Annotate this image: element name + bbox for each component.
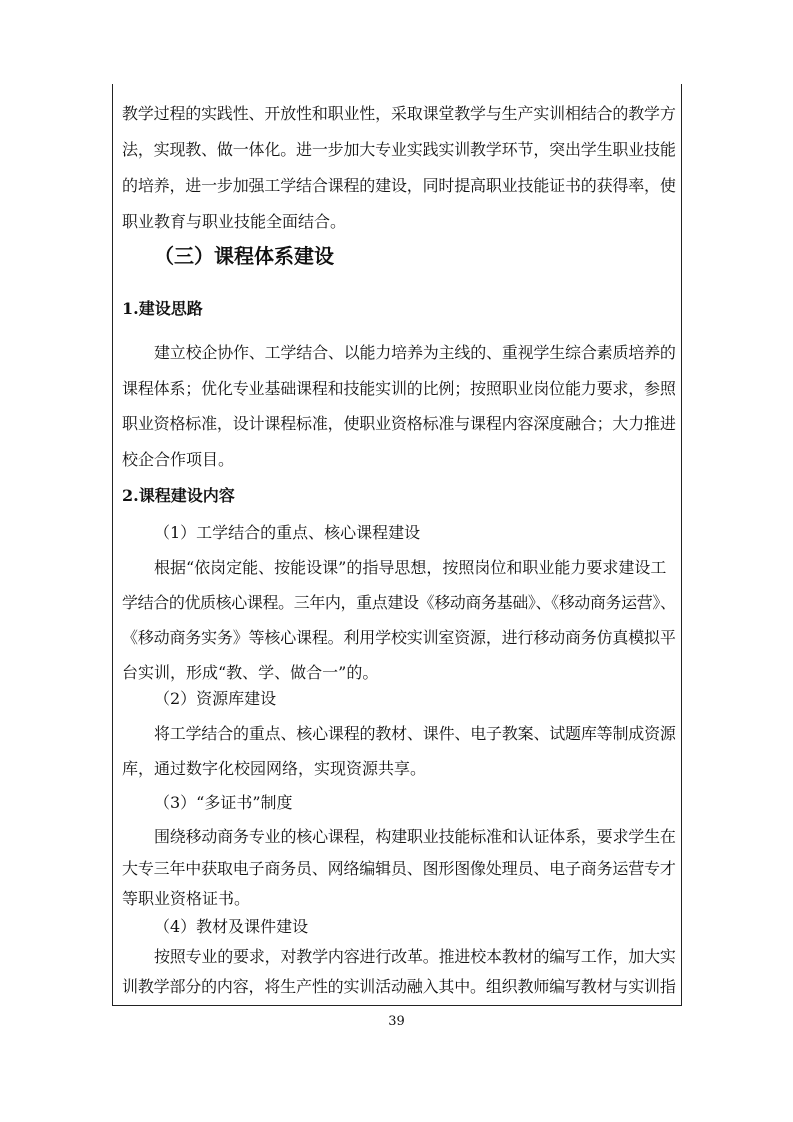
item-3-line-3: 等职业资格证书。 bbox=[122, 889, 251, 908]
item-4-line-1: 按照专业的要求，对教学内容进行改革。推进校本教材的编写工作，加大实 bbox=[154, 947, 676, 966]
sub1-line-1: 建立校企协作、工学结合、以能力培养为主线的、重视学生综合素质培养的 bbox=[154, 343, 676, 362]
page-number: 39 bbox=[388, 1014, 405, 1029]
intro-line-4: 职业教育与职业技能全面结合。 bbox=[122, 212, 347, 231]
item-2-line-1: 将工学结合的重点、核心课程的教材、课件、电子教案、试题库等制成资源 bbox=[154, 724, 676, 743]
item-2-line-2: 库，通过数字化校园网络，实现资源共享。 bbox=[122, 759, 427, 778]
item-1-line-4: 台实训，形成“教、学、做合一”的。 bbox=[122, 663, 379, 682]
item-1-line-1: 根据“依岗定能、按能设课”的指导思想，按照岗位和职业能力要求建设工 bbox=[154, 558, 667, 577]
sub1-line-4: 校企合作项目。 bbox=[122, 450, 235, 469]
sub1-heading: 1.建设思路 bbox=[122, 299, 203, 318]
item-1-line-3: 《移动商务实务》等核心课程。利用学校实训室资源，进行移动商务仿真模拟平 bbox=[122, 628, 676, 647]
item-4-line-2: 训教学部分的内容，将生产性的实训活动融入其中。组织教师编写教材与实训指 bbox=[122, 977, 676, 996]
item-3-line-2: 大专三年中获取电子商务员、网络编辑员、图形图像处理员、电子商务运营专才 bbox=[122, 859, 676, 878]
sub1-line-2: 课程体系；优化专业基础课程和技能实训的比例；按照职业岗位能力要求，参照 bbox=[122, 379, 676, 398]
item-1-line-2: 学结合的优质核心课程。三年内，重点建设《移动商务基础》、《移动商务运营》、 bbox=[122, 593, 676, 612]
item-4-title: （4）教材及课件建设 bbox=[154, 917, 309, 936]
item-1-title: （1）工学结合的重点、核心课程建设 bbox=[154, 523, 421, 542]
sub1-line-3: 职业资格标准，设计课程标准，使职业资格标准与课程内容深度融合；大力推进 bbox=[122, 414, 676, 433]
intro-line-3: 的培养，进一步加强工学结合课程的建设，同时提高职业技能证书的获得率，使 bbox=[122, 176, 676, 195]
section-title: （三）课程体系建设 bbox=[154, 244, 334, 268]
intro-line-1: 教学过程的实践性、开放性和职业性，采取课堂教学与生产实训相结合的教学方 bbox=[122, 104, 676, 123]
item-3-title: （3）“多证书”制度 bbox=[154, 793, 293, 812]
intro-line-2: 法，实现教、做一体化。进一步加大专业实践实训教学环节，突出学生职业技能 bbox=[122, 140, 676, 159]
item-2-title: （2）资源库建设 bbox=[154, 689, 277, 708]
sub2-heading: 2.课程建设内容 bbox=[122, 486, 235, 505]
item-3-line-1: 围绕移动商务专业的核心课程，构建职业技能标准和认证体系，要求学生在 bbox=[154, 827, 676, 846]
